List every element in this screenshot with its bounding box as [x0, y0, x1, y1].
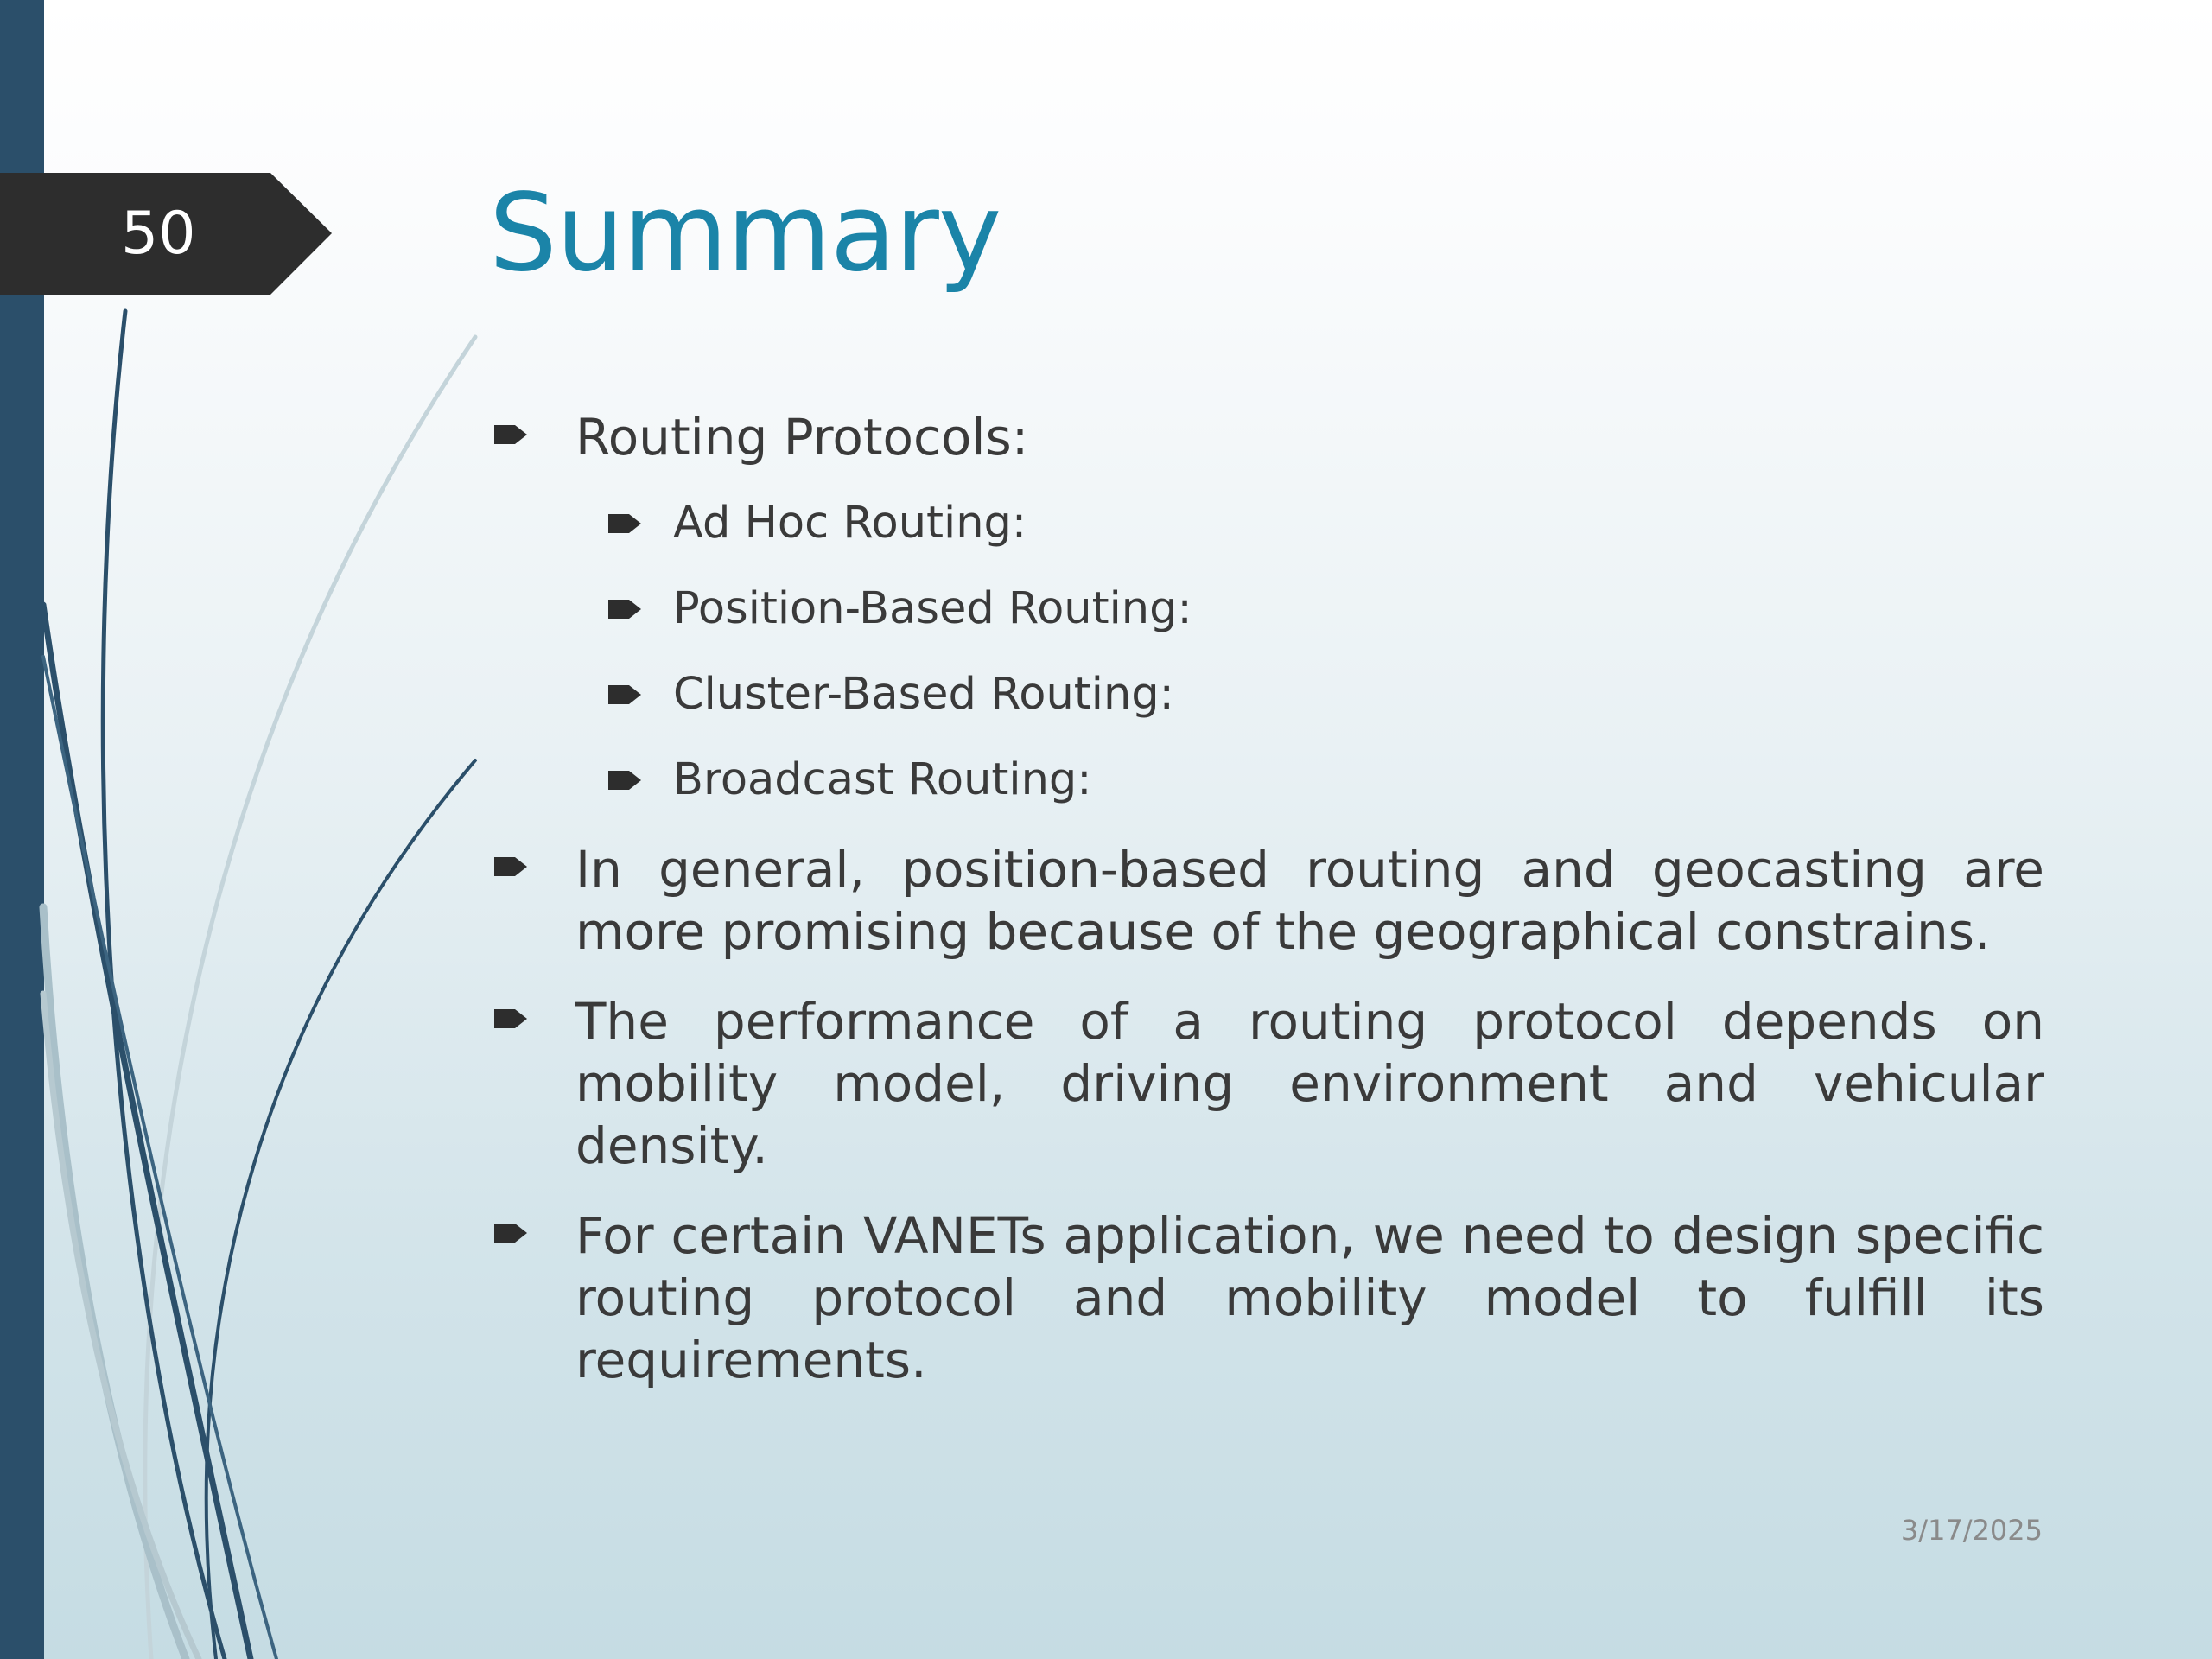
arrow-bullet-icon: [489, 854, 532, 880]
sub-bullet-item: [489, 750, 2044, 810]
sub-bullet-text: Cluster-Based Routing:: [673, 669, 1174, 720]
bullet-item: [489, 838, 2044, 963]
arrow-bullet-icon: [489, 1220, 532, 1246]
arrow-bullet-icon: [603, 767, 646, 793]
bullet-item: [489, 406, 2044, 468]
sub-bullet-item: [489, 579, 2044, 639]
sub-bullet-item: [489, 664, 2044, 725]
slide-date: 3/17/2025: [1900, 1514, 2043, 1547]
sub-bullet-item: [489, 493, 2044, 554]
bullet-text: The performance of a routing protocol depends on mobility model, driving environment and vehicular density.: [575, 992, 2044, 1175]
arrow-bullet-icon: [603, 596, 646, 622]
arrow-bullet-icon: [489, 1006, 532, 1032]
arrow-bullet-icon: [489, 422, 532, 448]
sub-bullet-text: Ad Hoc Routing:: [673, 498, 1027, 549]
sub-bullet-text: Broadcast Routing:: [673, 754, 1092, 805]
bullet-text: In general, position-based routing and geocasting are more promising because of the geographical constrains.: [575, 840, 2044, 961]
bullet-item: [489, 990, 2044, 1177]
arrow-bullet-icon: [603, 511, 646, 537]
bullet-text: Routing Protocols:: [575, 408, 1029, 467]
slide-content: [489, 406, 2044, 1391]
bullet-text: For certain VANETs application, we need to design specific routing protocol and mobility model to fulfill its requirements.: [575, 1206, 2044, 1389]
arrow-bullet-icon: [603, 682, 646, 708]
sub-bullet-text: Position-Based Routing:: [673, 583, 1192, 634]
bullet-item: [489, 1205, 2044, 1391]
slide-number: 50: [121, 200, 196, 268]
slide-title: Summary: [489, 171, 1001, 296]
